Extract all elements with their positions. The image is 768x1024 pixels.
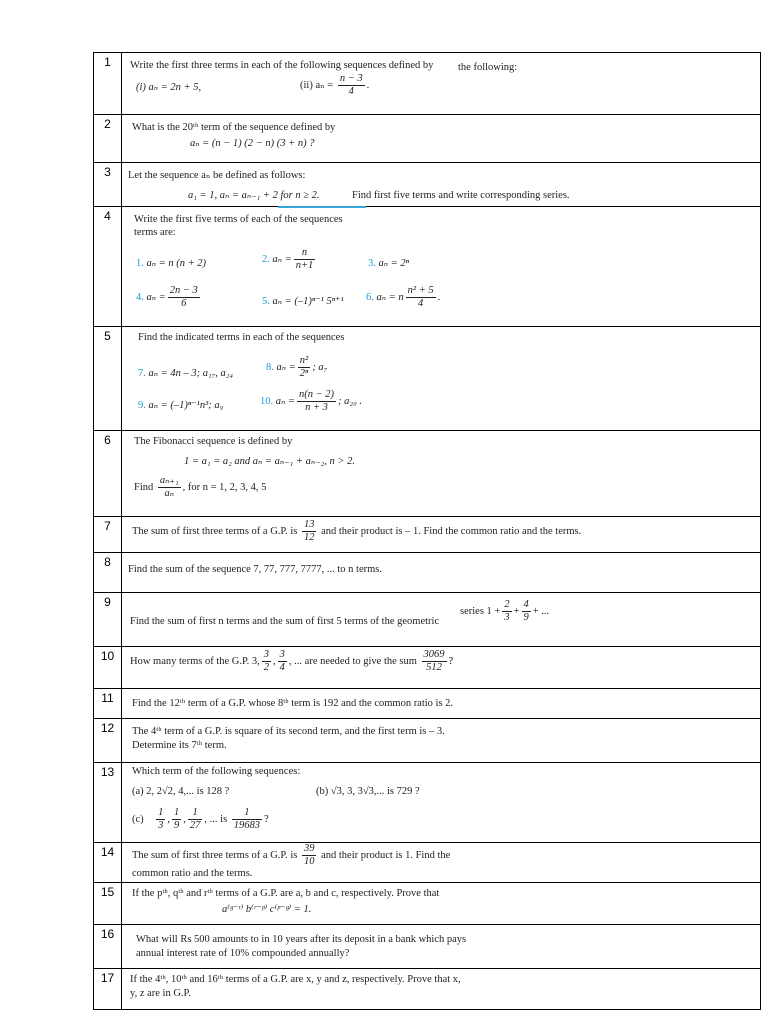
fraction	[232, 807, 262, 832]
fraction	[278, 649, 287, 674]
item-expression: aₙ = n	[376, 291, 404, 303]
numerator: 3	[263, 649, 270, 660]
question-number: 5	[94, 327, 122, 430]
question-number: 14	[94, 843, 122, 882]
question-number: 1	[94, 53, 122, 114]
fraction	[262, 649, 271, 674]
fraction	[406, 285, 436, 310]
question-body	[128, 431, 756, 516]
fraction	[297, 389, 336, 414]
question-row-10	[94, 647, 760, 689]
question-text-middle: , ... are needed to give the sum	[288, 655, 417, 667]
denominator: 12	[303, 532, 315, 543]
fraction	[522, 599, 531, 624]
denominator: 2	[263, 662, 270, 673]
question-number: 8	[94, 553, 122, 592]
item-label: 2.	[262, 253, 270, 265]
denominator: 2ⁿ	[299, 368, 309, 379]
question-number: 6	[94, 431, 122, 516]
question-row-15	[94, 883, 760, 925]
question-row-13	[94, 763, 760, 843]
series-expression: series 1 + $\frac{2}{3}$ + $\frac{4}{9}$ + ...	[460, 599, 550, 623]
denominator: aₙ	[164, 488, 174, 499]
series-label: series 1 +	[460, 605, 501, 617]
formula: a⁽ᵍ⁻ʳ⁾ b⁽ʳ⁻ᵖ⁾ c⁽ᵖ⁻ᵍ⁾ = 1.	[222, 904, 312, 915]
denominator: 512	[426, 662, 442, 673]
numerator: 2	[504, 599, 510, 610]
question-row-17	[94, 969, 760, 1009]
part-c-middle: , ... is	[204, 813, 228, 825]
question-number: 17	[94, 969, 122, 1009]
question-number: 16	[94, 925, 122, 968]
item-label: 1.	[136, 258, 144, 269]
item-label: 7.	[138, 368, 146, 379]
item-label: 8.	[266, 361, 274, 373]
question-row-2	[94, 115, 760, 163]
question-body	[128, 553, 756, 592]
item-expression: aₙ =	[275, 395, 295, 407]
question-tail: Find first five terms and write corresponding series.	[352, 190, 570, 201]
question-row-3	[94, 163, 760, 207]
question-text-continued: Determine its 7ᵗʰ term.	[132, 740, 227, 751]
question-row-11	[94, 689, 760, 719]
item-expression: aₙ =	[272, 253, 292, 265]
series-tail: + ...	[532, 605, 550, 617]
denominator: 27	[189, 820, 201, 831]
numerator: n	[294, 247, 316, 260]
denominator: 19683	[233, 820, 261, 831]
question-number: 7	[94, 517, 122, 552]
question-text: How many terms of the G.P. 3, $\frac{3}{2}$ , $\frac{3}{4}$ , ... are needed to give the sum $\frac{3069}{512}$ ?	[130, 649, 454, 673]
question-body	[128, 115, 756, 162]
question-text: What will Rs 500 amounts to in 10 years after its deposit in a bank which pays	[136, 934, 467, 945]
question-text: The Fibonacci sequence is defined by	[134, 436, 293, 447]
fraction	[298, 355, 311, 380]
item-label: 9.	[138, 400, 146, 411]
fraction	[302, 843, 317, 868]
question-number: 2	[94, 115, 122, 162]
find-expression	[134, 475, 266, 500]
denominator: n + 3	[305, 402, 328, 413]
fraction	[422, 649, 447, 674]
item-5	[262, 295, 344, 309]
item-expression: aₙ = n (n + 2)	[146, 258, 207, 269]
item-8	[266, 355, 327, 380]
question-text-end: ?	[448, 655, 454, 667]
part-a: (a) 2, 2√2, 4,... is 128 ?	[132, 786, 230, 797]
item-expression: aₙ = 4n – 3; a₁₇, a₂₄	[148, 368, 234, 379]
fraction	[294, 247, 316, 272]
question-body	[128, 593, 756, 646]
formula: a₁ = 1, aₙ = aₙ₋₁ + 2 for n ≥ 2.	[188, 190, 320, 201]
item-2	[262, 247, 317, 272]
question-body	[128, 517, 756, 552]
item-9	[138, 399, 223, 413]
numerator: 1	[188, 807, 203, 820]
question-body	[128, 327, 756, 430]
question-number: 3	[94, 163, 122, 206]
question-text: Let the sequence aₙ be defined as follows:	[128, 170, 306, 181]
part-ii-label: (ii) aₙ =	[300, 79, 334, 91]
denominator: 10	[303, 856, 315, 867]
question-body	[128, 843, 756, 882]
question-row-4	[94, 207, 760, 327]
item-label: 4.	[136, 291, 144, 303]
question-body	[128, 719, 756, 762]
denominator: n+1	[295, 260, 314, 271]
denominator: 9	[523, 612, 529, 623]
denominator: 4	[279, 662, 285, 673]
fraction	[168, 285, 200, 310]
question-row-8	[94, 553, 760, 593]
question-text: Which term of the following sequences:	[132, 766, 301, 777]
question-text-start: The sum of first three terms of a G.P. is	[132, 849, 298, 861]
question-body	[128, 763, 756, 842]
question-text: Write the first five terms of each of the sequences	[134, 214, 343, 225]
question-text-continued: y, z are in G.P.	[130, 988, 191, 999]
item-10	[260, 389, 362, 414]
numerator: 1	[174, 807, 180, 818]
question-text: Find the sum of first n terms and the sum of first 5 terms of the geometric	[130, 616, 440, 627]
question-body	[128, 883, 756, 924]
question-body	[128, 207, 756, 326]
numerator: aₙ₊₁	[159, 475, 179, 486]
question-table	[93, 52, 761, 1010]
denominator: 9	[174, 820, 180, 831]
question-text: If the 4ᵗʰ, 10ᵗʰ and 16ᵗʰ terms of a G.P. are x, y and z, respectively. Prove that x,	[130, 974, 461, 985]
item-7	[138, 367, 233, 381]
numerator: 13	[303, 519, 315, 530]
denominator: 6	[181, 298, 187, 309]
fraction	[338, 73, 365, 98]
find-tail: , for n = 1, 2, 3, 4, 5	[182, 481, 267, 493]
part-ii: (ii) aₙ = $\frac{n - 3}{4}$ .	[300, 73, 370, 97]
item-expression: aₙ = (–1)ⁿ⁻¹ 5ⁿ⁺¹	[272, 296, 344, 307]
question-number: 12	[94, 719, 122, 762]
item-label: 10.	[260, 395, 274, 407]
question-body	[128, 925, 756, 968]
fraction	[158, 475, 181, 500]
item-label: 3.	[368, 258, 376, 269]
part-c-end: ?	[264, 813, 269, 825]
denominator: 3	[158, 820, 164, 831]
question-text	[132, 519, 581, 544]
part-c: (c) $\frac{1}{3}$ , $\frac{1}{9}$ , $\frac{1}{27}$ , ... is $\frac{1}{19683}$ ?	[132, 807, 269, 831]
question-row-9	[94, 593, 760, 647]
question-number: 10	[94, 647, 122, 688]
question-number: 13	[94, 763, 122, 842]
item-expression: aₙ =	[146, 291, 166, 303]
denominator: 3	[504, 612, 510, 623]
numerator: 4	[523, 599, 529, 610]
question-body	[128, 647, 756, 688]
fraction	[188, 807, 203, 832]
denominator: 4	[348, 86, 354, 97]
question-row-16	[94, 925, 760, 969]
item-expression: aₙ = (–1)ⁿ⁻¹n³; a₉	[148, 400, 224, 411]
item-label: 5.	[262, 296, 270, 307]
item-suffix: ; a₂₀ .	[338, 395, 362, 407]
question-number: 11	[94, 689, 122, 718]
fraction	[502, 599, 511, 624]
question-text-start: How many terms of the G.P. 3,	[130, 655, 260, 667]
question-row-7	[94, 517, 760, 553]
part-b: (b) √3, 3, 3√3,... is 729 ?	[316, 786, 420, 797]
numerator: 1	[232, 807, 262, 820]
question-text-start: The sum of first three terms of a G.P. is	[132, 525, 298, 537]
fraction	[172, 807, 181, 832]
question-body	[128, 163, 756, 206]
formula: aₙ = (n − 1) (2 − n) (3 + n) ?	[190, 138, 315, 149]
question-body	[128, 53, 756, 114]
part-c-label: (c)	[132, 813, 144, 825]
formula: 1 = a₁ = a₂ and aₙ = aₙ₋₁ + aₙ₋₂, n > 2.	[184, 456, 356, 467]
question-text: Write the first three terms in each of the following sequences defined by	[130, 60, 434, 71]
item-expression: aₙ = 2ⁿ	[378, 258, 409, 269]
numerator: n(n − 2)	[298, 389, 335, 400]
part-i: (i) aₙ = 2n + 5,	[136, 82, 202, 93]
numerator: 3069	[423, 649, 445, 660]
question-number: 9	[94, 593, 122, 646]
question-body	[128, 969, 756, 1009]
question-row-1	[94, 53, 760, 115]
item-expression: aₙ =	[276, 361, 296, 373]
question-text	[132, 843, 450, 868]
question-text: Find the indicated terms in each of the sequences	[138, 332, 345, 343]
question-text-continued: annual interest rate of 10% compounded annually?	[136, 948, 350, 959]
numerator: 2n − 3	[169, 285, 198, 296]
numerator: 1	[158, 807, 164, 818]
question-text: Find the sum of the sequence 7, 77, 777, 7777, ... to n terms.	[128, 564, 383, 575]
question-text-continued: the following:	[458, 62, 518, 73]
question-text-end: and their product is 1. Find the	[321, 849, 451, 861]
question-text-continued: common ratio and the terms.	[132, 868, 253, 879]
numerator: n² + 5	[407, 285, 434, 296]
denominator: 4	[417, 298, 424, 309]
question-text: If the pᵗʰ, qᵗʰ and rᵗʰ terms of a G.P. are a, b and c, respectively. Prove that	[132, 888, 440, 899]
question-text: Find the 12ᵗʰ term of a G.P. whose 8ᵗʰ term is 192 and the common ratio is 2.	[132, 698, 454, 709]
question-text-end: and their product is – 1. Find the common ratio and the terms.	[321, 525, 582, 537]
numerator: 39	[303, 843, 315, 854]
question-body	[128, 689, 756, 718]
question-row-6	[94, 431, 760, 517]
item-label: 6.	[366, 291, 374, 303]
item-suffix: ; a₇	[312, 361, 328, 373]
numerator: n²	[298, 355, 311, 368]
question-row-12	[94, 719, 760, 763]
question-text: The 4ᵗʰ term of a G.P. is square of its second term, and the first term is – 3.	[132, 726, 445, 737]
item-6: 6. aₙ = n $\frac{\text{n² + 5}}{4}$ .	[366, 285, 441, 309]
find-label: Find	[134, 481, 154, 493]
fraction	[156, 807, 165, 832]
item-1	[136, 257, 206, 271]
question-text-continued: terms are:	[134, 227, 176, 238]
question-row-5	[94, 327, 760, 431]
question-row-14	[94, 843, 760, 883]
fraction	[302, 519, 317, 544]
numerator: 3	[279, 649, 285, 660]
numerator: n − 3	[339, 73, 363, 84]
item-4	[136, 285, 202, 310]
question-number: 4	[94, 207, 122, 326]
question-text: What is the 20ᵗʰ term of the sequence defined by	[132, 122, 336, 133]
item-3	[368, 257, 409, 271]
question-number: 15	[94, 883, 122, 924]
